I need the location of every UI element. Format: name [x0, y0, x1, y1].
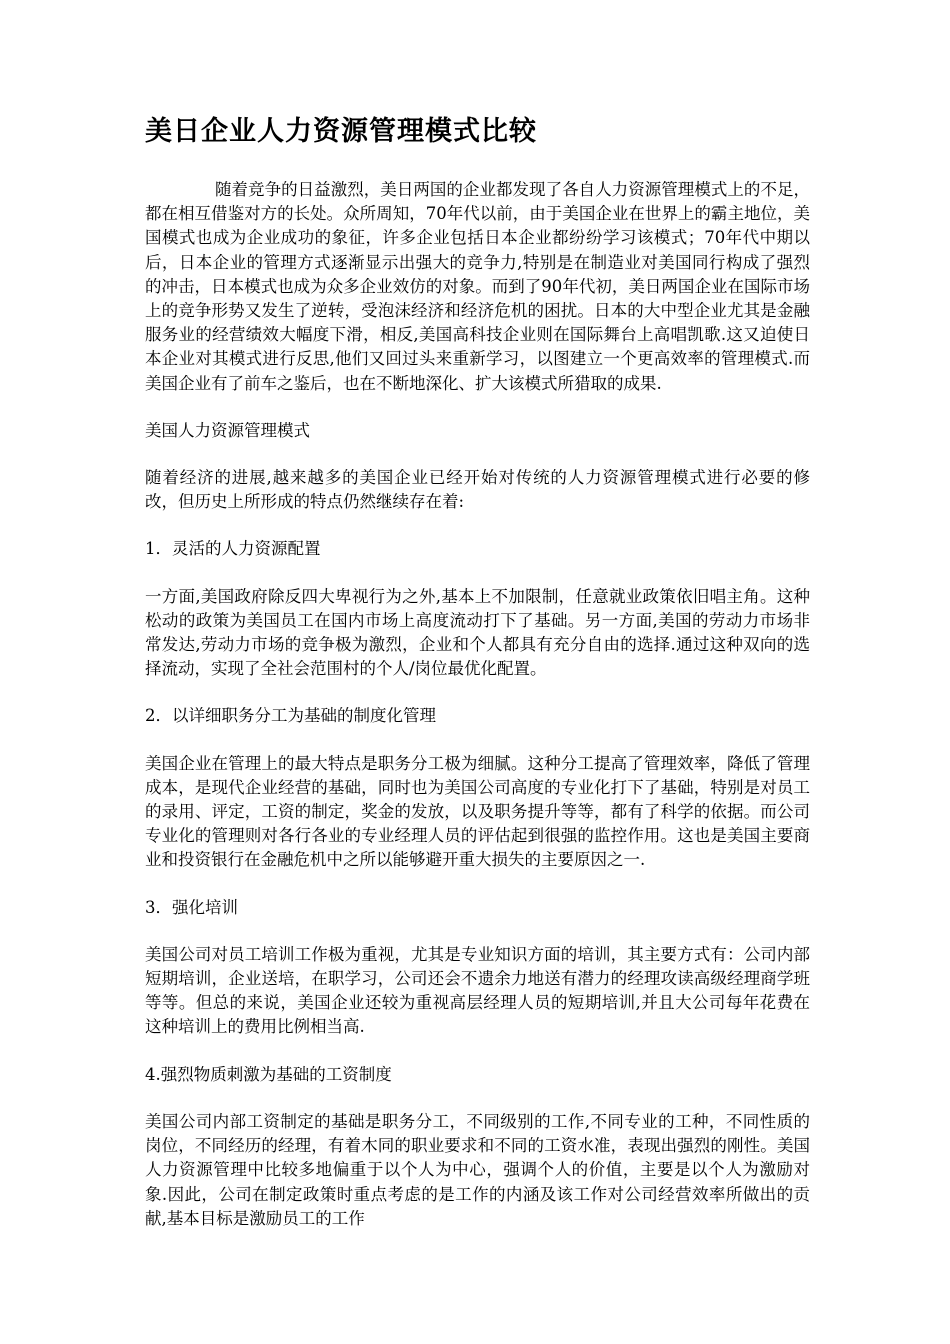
document-title: 美日企业人力资源管理模式比较	[145, 116, 537, 147]
point2-heading: 2．以详细职务分工为基础的制度化管理	[145, 706, 436, 726]
section-heading: 美国人力资源管理模式	[145, 420, 310, 440]
point3-heading: 3．强化培训	[145, 897, 238, 917]
intro-paragraph: 随着竞争的日益激烈，美日两国的企业都发现了各自人力资源管理模式上的不足，都在相互借鉴对方的长处。众所周知，70年代以前，由于美国企业在世界上的霸主地位，美国模式也成为企业成功的象征，许多企业包括日本企业都纷纷学习该模式；70年代中期以后，日本企业的管理方式逐渐显示出强大的竞争力,特别是在制造业对美国同行构成了强烈的冲击，日本模式也成为众多企业效仿的对象。而到了90年代初，美日两国企业在国际市场上的竞争形势又发生了逆转，受泡沫经济和经济危机的困扰。日本的大中型企业尤其是金融服务业的经营绩效大幅度下滑，相反,美国高科技企业则在国际舞台上高唱凯歌.这又迫使日本企业对其模式进行反思,他们又回过头来重新学习，以图建立一个更高效率的管理模式.而美国企业有了前车之鉴后，也在不断地深化、扩大该模式所猎取的成果.	[145, 180, 810, 393]
point1-paragraph: 一方面,美国政府除反四大卑视行为之外,基本上不加限制，任意就业政策依旧唱主角。这种松动的政策为美国员工在国内市场上高度流动打下了基础。另一方面,美国的劳动力市场非常发达,劳动力市场的竞争极为激烈，企业和个人都具有充分自由的选择.通过这种双向的选择流动，实现了全社会范围村的个人/岗位最优化配置。	[145, 586, 810, 679]
point3-paragraph: 美国公司对员工培训工作极为重视，尤其是专业知识方面的培训，其主要方式有：公司内部短期培训，企业送培，在职学习，公司还会不遗余力地送有潜力的经理攻读高级经理商学班等等。但总的来说，美国企业还较为重视高层经理人员的短期培训,并且大公司每年花费在这种培训上的费用比例相当高.	[145, 944, 810, 1037]
point2-paragraph: 美国企业在管理上的最大特点是职务分工极为细腻。这种分工提高了管理效率，降低了管理成本，是现代企业经营的基础，同时也为美国公司高度的专业化打下了基础，特别是对员工的录用、评定，工资的制定，奖金的发放，以及职务提升等等，都有了科学的依据。而公司专业化的管理则对各行各业的专业经理人员的评估起到很强的监控作用。这也是美国主要商业和投资银行在金融危机中之所以能够避开重大损失的主要原因之一.	[145, 753, 810, 870]
document-page	[145, 112, 810, 1254]
section-intro-paragraph: 随着经济的进展,越来越多的美国企业已经开始对传统的人力资源管理模式进行必要的修改，但历史上所形成的特点仍然继续存在着:	[145, 468, 810, 512]
point1-heading: 1．灵活的人力资源配置	[145, 539, 321, 559]
point4-paragraph: 美国公司内部工资制定的基础是职务分工，不同级别的工作,不同专业的工种，不同性质的岗位，不同经历的经理，有着木同的职业要求和不同的工资水准，表现出强烈的刚性。美国人力资源管理中比较多地偏重于以个人为中心，强调个人的价值，主要是以个人为激励对象.因此，公司在制定政策时重点考虑的是工作的内涵及该工作对公司经营效率所做出的贡献,基本目标是激励员工的工作	[145, 1111, 810, 1228]
point4-heading: 4.强烈物质刺激为基础的工资制度	[145, 1064, 392, 1084]
